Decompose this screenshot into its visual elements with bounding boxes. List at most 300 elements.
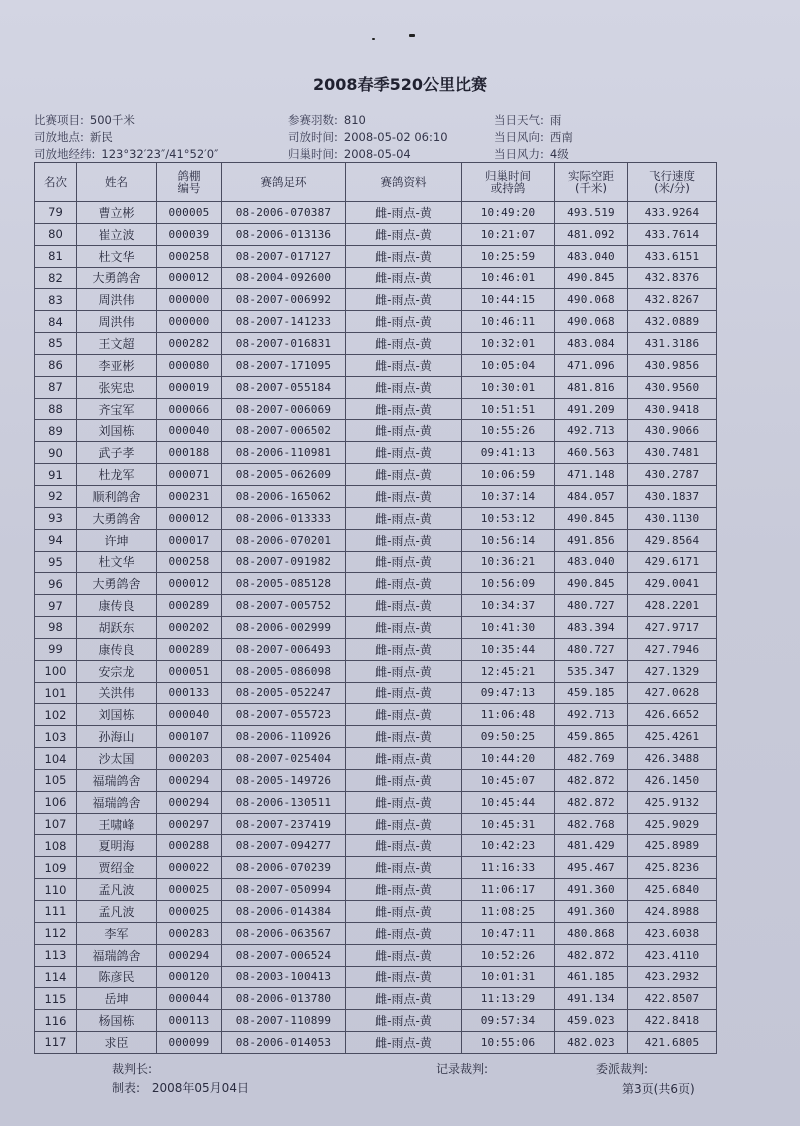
speed-cell: 433.6151 <box>628 245 717 267</box>
arrival-time-cell: 10:34:37 <box>462 595 555 617</box>
arrival-time-cell: 09:41:13 <box>462 442 555 464</box>
loft-id-cell: 000113 <box>157 1010 222 1032</box>
speed-cell: 426.6652 <box>628 704 717 726</box>
arrival-time-cell: 10:42:23 <box>462 835 555 857</box>
speed-cell: 428.2201 <box>628 595 717 617</box>
meta-coordinates: 司放地经纬: 123°32′23″/41°52′0″ <box>34 147 219 161</box>
speed-cell: 423.4110 <box>628 944 717 966</box>
bird-info-cell: 雌-雨点-黄 <box>346 726 462 748</box>
bird-info-cell: 雌-雨点-黄 <box>346 485 462 507</box>
bird-info-cell: 雌-雨点-黄 <box>346 617 462 639</box>
bird-info-cell: 雌-雨点-黄 <box>346 267 462 289</box>
loft-id-cell: 000000 <box>157 289 222 311</box>
bird-info-cell: 雌-雨点-黄 <box>346 311 462 333</box>
name-cell: 岳坤 <box>77 988 157 1010</box>
distance-cell: 491.856 <box>555 529 628 551</box>
distance-cell: 471.096 <box>555 354 628 376</box>
table-row <box>35 748 717 770</box>
chief-judge-label: 裁判长: <box>112 1062 153 1076</box>
rank-cell: 116 <box>35 1010 77 1032</box>
appointed-judge-label: 委派裁判: <box>596 1062 649 1076</box>
ring-cell: 08-2007-094277 <box>222 835 346 857</box>
speed-cell: 429.0041 <box>628 573 717 595</box>
table-row <box>35 988 717 1010</box>
speed-cell: 427.1329 <box>628 660 717 682</box>
loft-id-cell: 000017 <box>157 529 222 551</box>
speed-cell: 430.9066 <box>628 420 717 442</box>
rank-cell: 80 <box>35 223 77 245</box>
column-header: 鸽棚 编号 <box>157 163 222 202</box>
rank-cell: 98 <box>35 617 77 639</box>
distance-cell: 480.727 <box>555 595 628 617</box>
table-row <box>35 879 717 901</box>
rank-cell: 96 <box>35 573 77 595</box>
rank-cell: 90 <box>35 442 77 464</box>
ring-cell: 08-2006-070239 <box>222 857 346 879</box>
name-cell: 齐宝军 <box>77 398 157 420</box>
ring-cell: 08-2005-052247 <box>222 682 346 704</box>
rank-cell: 115 <box>35 988 77 1010</box>
bird-info-cell: 雌-雨点-黄 <box>346 922 462 944</box>
bird-info-cell: 雌-雨点-黄 <box>346 835 462 857</box>
loft-id-cell: 000005 <box>157 202 222 224</box>
loft-id-cell: 000039 <box>157 223 222 245</box>
speed-cell: 427.7946 <box>628 638 717 660</box>
arrival-time-cell: 10:37:14 <box>462 485 555 507</box>
loft-id-cell: 000294 <box>157 791 222 813</box>
loft-id-cell: 000288 <box>157 835 222 857</box>
arrival-time-cell: 10:45:31 <box>462 813 555 835</box>
table-row <box>35 769 717 791</box>
loft-id-cell: 000188 <box>157 442 222 464</box>
rank-cell: 97 <box>35 595 77 617</box>
ring-cell: 08-2006-070201 <box>222 529 346 551</box>
ring-cell: 08-2004-092600 <box>222 267 346 289</box>
bird-info-cell: 雌-雨点-黄 <box>346 551 462 573</box>
loft-id-cell: 000294 <box>157 769 222 791</box>
ring-cell: 08-2007-017127 <box>222 245 346 267</box>
column-header: 名次 <box>35 163 77 202</box>
loft-id-cell: 000282 <box>157 333 222 355</box>
name-cell: 顺利鸽舍 <box>77 485 157 507</box>
loft-id-cell: 000294 <box>157 944 222 966</box>
loft-id-cell: 000289 <box>157 638 222 660</box>
bird-info-cell: 雌-雨点-黄 <box>346 595 462 617</box>
speed-cell: 430.1130 <box>628 507 717 529</box>
ring-cell: 08-2003-100413 <box>222 966 346 988</box>
bird-info-cell: 雌-雨点-黄 <box>346 660 462 682</box>
rank-cell: 87 <box>35 376 77 398</box>
ring-cell: 08-2007-016831 <box>222 333 346 355</box>
ring-cell: 08-2007-006069 <box>222 398 346 420</box>
meta-project: 比赛项目: 500千米 <box>34 113 135 127</box>
table-row <box>35 660 717 682</box>
rank-cell: 95 <box>35 551 77 573</box>
bird-info-cell: 雌-雨点-黄 <box>346 398 462 420</box>
table-row <box>35 529 717 551</box>
arrival-time-cell: 11:13:29 <box>462 988 555 1010</box>
ring-cell: 08-2007-055723 <box>222 704 346 726</box>
name-cell: 杨国栋 <box>77 1010 157 1032</box>
rank-cell: 102 <box>35 704 77 726</box>
table-row <box>35 966 717 988</box>
speed-cell: 432.8267 <box>628 289 717 311</box>
distance-cell: 490.845 <box>555 267 628 289</box>
distance-cell: 483.394 <box>555 617 628 639</box>
name-cell: 杜文华 <box>77 551 157 573</box>
ring-cell: 08-2006-070387 <box>222 202 346 224</box>
speed-cell: 430.7481 <box>628 442 717 464</box>
rank-cell: 112 <box>35 922 77 944</box>
distance-cell: 490.068 <box>555 311 628 333</box>
meta-entries: 参赛羽数: 810 <box>288 113 366 127</box>
name-cell: 李军 <box>77 922 157 944</box>
distance-cell: 471.148 <box>555 464 628 486</box>
table-row <box>35 551 717 573</box>
arrival-time-cell: 10:36:21 <box>462 551 555 573</box>
speed-cell: 426.3488 <box>628 748 717 770</box>
column-header: 飞行速度 (米/分) <box>628 163 717 202</box>
loft-id-cell: 000019 <box>157 376 222 398</box>
loft-id-cell: 000099 <box>157 1032 222 1054</box>
bird-info-cell: 雌-雨点-黄 <box>346 573 462 595</box>
ring-cell: 08-2006-014384 <box>222 901 346 923</box>
table-row <box>35 485 717 507</box>
arrival-time-cell: 10:44:15 <box>462 289 555 311</box>
bird-info-cell: 雌-雨点-黄 <box>346 988 462 1010</box>
table-row <box>35 726 717 748</box>
name-cell: 刘国栋 <box>77 704 157 726</box>
table-row <box>35 354 717 376</box>
arrival-time-cell: 10:21:07 <box>462 223 555 245</box>
arrival-time-cell: 10:32:01 <box>462 333 555 355</box>
distance-cell: 482.768 <box>555 813 628 835</box>
name-cell: 武子孝 <box>77 442 157 464</box>
table-row <box>35 1010 717 1032</box>
arrival-time-cell: 09:50:25 <box>462 726 555 748</box>
name-cell: 康传良 <box>77 595 157 617</box>
rank-cell: 86 <box>35 354 77 376</box>
bird-info-cell: 雌-雨点-黄 <box>346 245 462 267</box>
name-cell: 张宪忠 <box>77 376 157 398</box>
arrival-time-cell: 10:45:44 <box>462 791 555 813</box>
bird-info-cell: 雌-雨点-黄 <box>346 704 462 726</box>
speed-cell: 421.6805 <box>628 1032 717 1054</box>
distance-cell: 482.023 <box>555 1032 628 1054</box>
loft-id-cell: 000231 <box>157 485 222 507</box>
table-row <box>35 791 717 813</box>
arrival-time-cell: 10:56:09 <box>462 573 555 595</box>
ring-cell: 08-2007-005752 <box>222 595 346 617</box>
distance-cell: 491.360 <box>555 879 628 901</box>
distance-cell: 481.092 <box>555 223 628 245</box>
distance-cell: 482.872 <box>555 791 628 813</box>
ring-cell: 08-2007-171095 <box>222 354 346 376</box>
speed-cell: 427.0628 <box>628 682 717 704</box>
name-cell: 大勇鸽舍 <box>77 507 157 529</box>
distance-cell: 484.057 <box>555 485 628 507</box>
distance-cell: 460.563 <box>555 442 628 464</box>
name-cell: 孙海山 <box>77 726 157 748</box>
table-row <box>35 333 717 355</box>
bird-info-cell: 雌-雨点-黄 <box>346 202 462 224</box>
rank-cell: 105 <box>35 769 77 791</box>
arrival-time-cell: 10:55:06 <box>462 1032 555 1054</box>
speed-cell: 422.8507 <box>628 988 717 1010</box>
ring-cell: 08-2005-062609 <box>222 464 346 486</box>
table-row <box>35 267 717 289</box>
speed-cell: 424.8988 <box>628 901 717 923</box>
ring-cell: 08-2006-013333 <box>222 507 346 529</box>
loft-id-cell: 000025 <box>157 879 222 901</box>
name-cell: 王文超 <box>77 333 157 355</box>
name-cell: 沙太国 <box>77 748 157 770</box>
distance-cell: 493.519 <box>555 202 628 224</box>
name-cell: 刘国栋 <box>77 420 157 442</box>
rank-cell: 84 <box>35 311 77 333</box>
made-by <box>112 1079 249 1096</box>
loft-id-cell: 000012 <box>157 573 222 595</box>
table-row <box>35 398 717 420</box>
bird-info-cell: 雌-雨点-黄 <box>346 857 462 879</box>
bird-info-cell: 雌-雨点-黄 <box>346 769 462 791</box>
distance-cell: 480.727 <box>555 638 628 660</box>
name-cell: 福瑞鸽舍 <box>77 769 157 791</box>
rank-cell: 104 <box>35 748 77 770</box>
ring-cell: 08-2006-013136 <box>222 223 346 245</box>
loft-id-cell: 000066 <box>157 398 222 420</box>
name-cell: 关洪伟 <box>77 682 157 704</box>
name-cell: 王啸峰 <box>77 813 157 835</box>
speed-cell: 432.0889 <box>628 311 717 333</box>
ring-cell: 08-2006-130511 <box>222 791 346 813</box>
rank-cell: 108 <box>35 835 77 857</box>
distance-cell: 480.868 <box>555 922 628 944</box>
ring-cell: 08-2005-086098 <box>222 660 346 682</box>
rank-cell: 94 <box>35 529 77 551</box>
loft-id-cell: 000080 <box>157 354 222 376</box>
rank-cell: 101 <box>35 682 77 704</box>
column-header: 实际空距 (千米) <box>555 163 628 202</box>
speed-cell: 429.6171 <box>628 551 717 573</box>
distance-cell: 459.023 <box>555 1010 628 1032</box>
loft-id-cell: 000044 <box>157 988 222 1010</box>
bird-info-cell: 雌-雨点-黄 <box>346 879 462 901</box>
table-row <box>35 376 717 398</box>
arrival-time-cell: 10:06:59 <box>462 464 555 486</box>
bird-info-cell: 雌-雨点-黄 <box>346 442 462 464</box>
rank-cell: 107 <box>35 813 77 835</box>
speed-cell: 425.8989 <box>628 835 717 857</box>
arrival-time-cell: 10:05:04 <box>462 354 555 376</box>
bird-info-cell: 雌-雨点-黄 <box>346 507 462 529</box>
name-cell: 崔立波 <box>77 223 157 245</box>
ring-cell: 08-2007-091982 <box>222 551 346 573</box>
arrival-time-cell: 09:57:34 <box>462 1010 555 1032</box>
distance-cell: 482.872 <box>555 944 628 966</box>
bird-info-cell: 雌-雨点-黄 <box>346 223 462 245</box>
distance-cell: 461.185 <box>555 966 628 988</box>
distance-cell: 491.134 <box>555 988 628 1010</box>
bird-info-cell: 雌-雨点-黄 <box>346 529 462 551</box>
loft-id-cell: 000258 <box>157 551 222 573</box>
arrival-time-cell: 10:56:14 <box>462 529 555 551</box>
name-cell: 陈彦民 <box>77 966 157 988</box>
distance-cell: 492.713 <box>555 420 628 442</box>
ring-cell: 08-2007-006493 <box>222 638 346 660</box>
distance-cell: 482.769 <box>555 748 628 770</box>
ring-cell: 08-2006-014053 <box>222 1032 346 1054</box>
arrival-time-cell: 10:25:59 <box>462 245 555 267</box>
arrival-time-cell: 10:55:26 <box>462 420 555 442</box>
rank-cell: 93 <box>35 507 77 529</box>
table-row <box>35 595 717 617</box>
distance-cell: 483.040 <box>555 245 628 267</box>
name-cell: 大勇鸽舍 <box>77 573 157 595</box>
name-cell: 杜文华 <box>77 245 157 267</box>
loft-id-cell: 000203 <box>157 748 222 770</box>
table-row <box>35 311 717 333</box>
distance-cell: 482.872 <box>555 769 628 791</box>
meta-entries-value: 810 <box>343 113 366 127</box>
table-row <box>35 857 717 879</box>
ring-cell: 08-2007-025404 <box>222 748 346 770</box>
table-row <box>35 420 717 442</box>
distance-cell: 491.360 <box>555 901 628 923</box>
bird-info-cell: 雌-雨点-黄 <box>346 289 462 311</box>
bird-info-cell: 雌-雨点-黄 <box>346 966 462 988</box>
ring-cell: 08-2007-006992 <box>222 289 346 311</box>
rank-cell: 99 <box>35 638 77 660</box>
bird-info-cell: 雌-雨点-黄 <box>346 1010 462 1032</box>
speed-cell: 430.9560 <box>628 376 717 398</box>
rank-cell: 91 <box>35 464 77 486</box>
table-row <box>35 507 717 529</box>
ring-cell: 08-2005-085128 <box>222 573 346 595</box>
loft-id-cell: 000107 <box>157 726 222 748</box>
rank-cell: 85 <box>35 333 77 355</box>
speed-cell: 425.4261 <box>628 726 717 748</box>
rank-cell: 83 <box>35 289 77 311</box>
speed-cell: 423.2932 <box>628 966 717 988</box>
made-date: 2008年05月04日 <box>151 1081 249 1095</box>
table-body <box>35 202 717 1054</box>
name-cell: 周洪伟 <box>77 289 157 311</box>
ring-cell: 08-2007-055184 <box>222 376 346 398</box>
arrival-time-cell: 10:44:20 <box>462 748 555 770</box>
scan-speck <box>372 38 375 40</box>
table-row <box>35 922 717 944</box>
arrival-time-cell: 10:53:12 <box>462 507 555 529</box>
name-cell: 李亚彬 <box>77 354 157 376</box>
rank-cell: 89 <box>35 420 77 442</box>
distance-cell: 495.467 <box>555 857 628 879</box>
arrival-time-cell: 12:45:21 <box>462 660 555 682</box>
speed-cell: 430.9856 <box>628 354 717 376</box>
rank-cell: 117 <box>35 1032 77 1054</box>
ring-cell: 08-2005-149726 <box>222 769 346 791</box>
meta-release-time: 司放时间: 2008-05-02 06:10 <box>288 130 448 144</box>
meta-return-time: 归巢时间: 2008-05-04 <box>288 147 411 161</box>
speed-cell: 431.3186 <box>628 333 717 355</box>
distance-cell: 481.816 <box>555 376 628 398</box>
distance-cell: 490.068 <box>555 289 628 311</box>
bird-info-cell: 雌-雨点-黄 <box>346 420 462 442</box>
bird-info-cell: 雌-雨点-黄 <box>346 682 462 704</box>
name-cell: 大勇鸽舍 <box>77 267 157 289</box>
rank-cell: 81 <box>35 245 77 267</box>
loft-id-cell: 000040 <box>157 704 222 726</box>
loft-id-cell: 000283 <box>157 922 222 944</box>
table-row <box>35 617 717 639</box>
arrival-time-cell: 10:51:51 <box>462 398 555 420</box>
rank-cell: 79 <box>35 202 77 224</box>
record-judge-label: 记录裁判: <box>436 1062 489 1076</box>
bird-info-cell: 雌-雨点-黄 <box>346 901 462 923</box>
distance-cell: 490.845 <box>555 573 628 595</box>
table-row <box>35 442 717 464</box>
table-row <box>35 813 717 835</box>
name-cell: 求臣 <box>77 1032 157 1054</box>
name-cell: 孟凡波 <box>77 879 157 901</box>
loft-id-cell: 000051 <box>157 660 222 682</box>
arrival-time-cell: 09:47:13 <box>462 682 555 704</box>
meta-wind-direction: 当日风向: 西南 <box>494 130 573 144</box>
rank-cell: 92 <box>35 485 77 507</box>
bird-info-cell: 雌-雨点-黄 <box>346 791 462 813</box>
bird-info-cell: 雌-雨点-黄 <box>346 354 462 376</box>
meta-wind-power: 当日风力: 4级 <box>494 147 569 161</box>
name-cell: 孟凡波 <box>77 901 157 923</box>
loft-id-cell: 000012 <box>157 267 222 289</box>
column-header: 归巢时间 或持鸽 <box>462 163 555 202</box>
rank-cell: 113 <box>35 944 77 966</box>
ring-cell: 08-2006-063567 <box>222 922 346 944</box>
meta-release-place-value: 新民 <box>89 130 113 144</box>
meta-wind-direction-value: 西南 <box>549 130 573 144</box>
speed-cell: 425.9132 <box>628 791 717 813</box>
arrival-time-cell: 10:41:30 <box>462 617 555 639</box>
meta-weather: 当日天气: 雨 <box>494 113 562 127</box>
name-cell: 康传良 <box>77 638 157 660</box>
rank-cell: 100 <box>35 660 77 682</box>
bird-info-cell: 雌-雨点-黄 <box>346 464 462 486</box>
name-cell: 杜龙军 <box>77 464 157 486</box>
arrival-time-cell: 10:49:20 <box>462 202 555 224</box>
results-table <box>34 162 717 1054</box>
ring-cell: 08-2006-110926 <box>222 726 346 748</box>
bird-info-cell: 雌-雨点-黄 <box>346 1032 462 1054</box>
rank-cell: 103 <box>35 726 77 748</box>
meta-coordinates-value: 123°32′23″/41°52′0″ <box>101 147 219 161</box>
loft-id-cell: 000022 <box>157 857 222 879</box>
speed-cell: 423.6038 <box>628 922 717 944</box>
table-row <box>35 202 717 224</box>
meta-return-time-value: 2008-05-04 <box>343 147 411 161</box>
bird-info-cell: 雌-雨点-黄 <box>346 944 462 966</box>
table-header-row <box>35 163 717 202</box>
column-header: 姓名 <box>77 163 157 202</box>
speed-cell: 422.8418 <box>628 1010 717 1032</box>
loft-id-cell: 000120 <box>157 966 222 988</box>
bird-info-cell: 雌-雨点-黄 <box>346 748 462 770</box>
name-cell: 贾绍金 <box>77 857 157 879</box>
arrival-time-cell: 11:16:33 <box>462 857 555 879</box>
bird-info-cell: 雌-雨点-黄 <box>346 376 462 398</box>
arrival-time-cell: 11:08:25 <box>462 901 555 923</box>
distance-cell: 491.209 <box>555 398 628 420</box>
meta-weather-value: 雨 <box>549 113 562 127</box>
